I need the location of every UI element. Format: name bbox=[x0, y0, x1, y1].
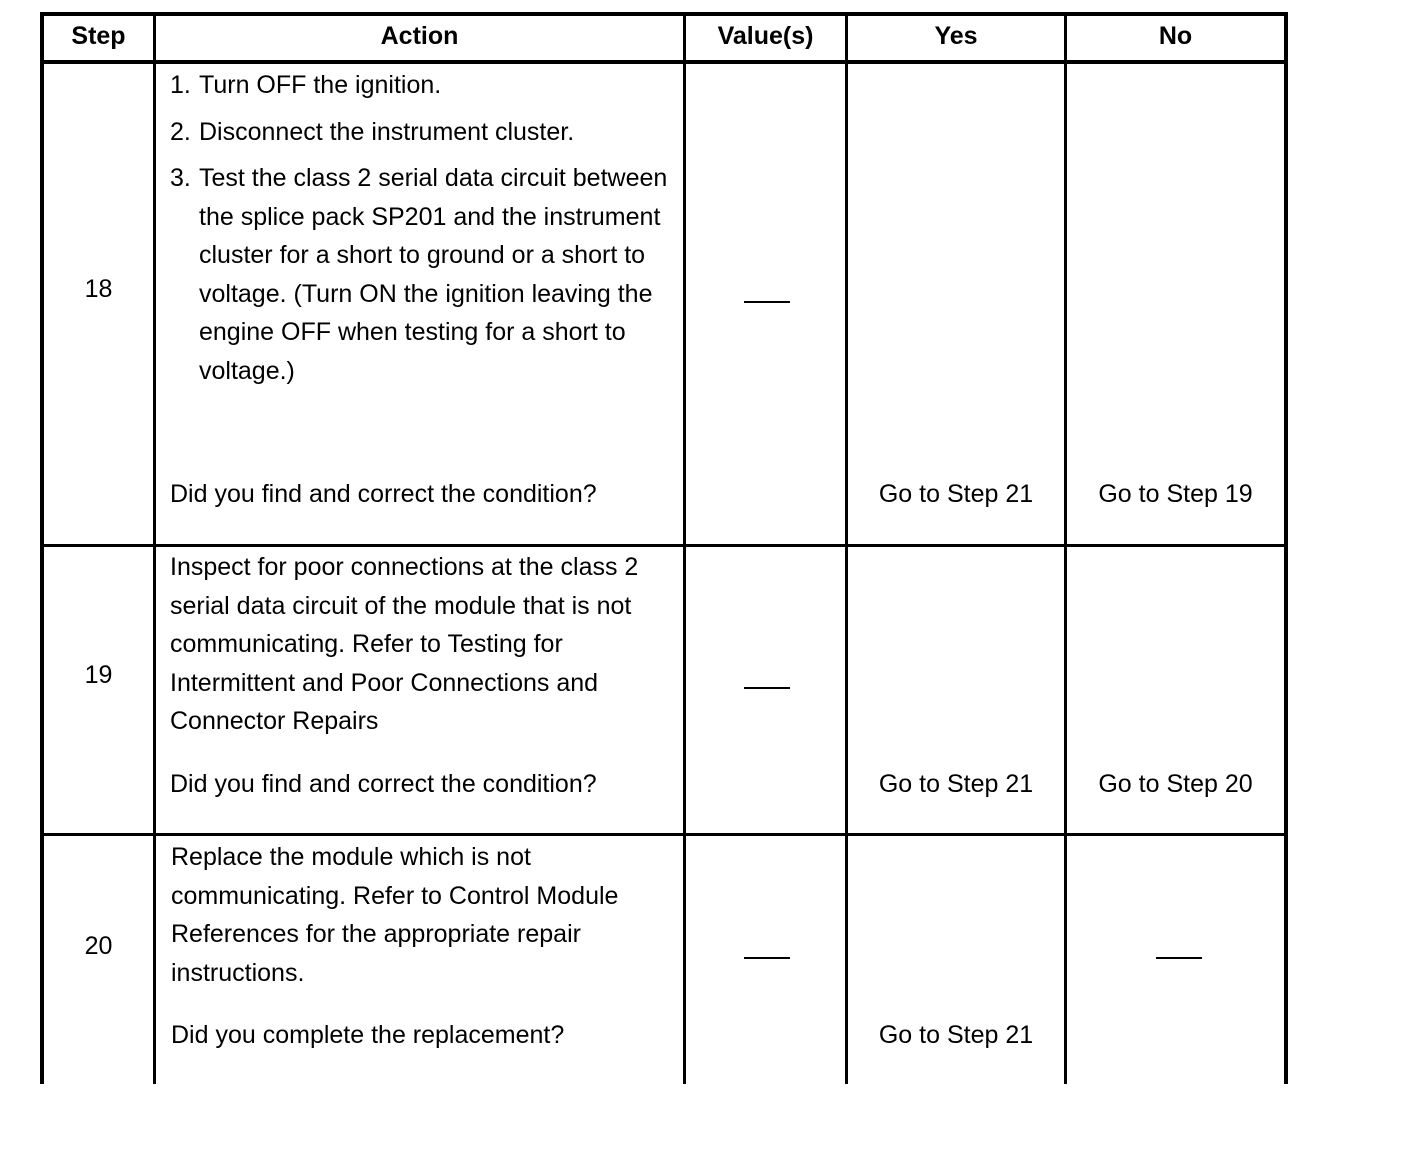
item-text: Disconnect the instrument cluster. bbox=[199, 117, 575, 146]
row-divider-18-19 bbox=[40, 544, 1288, 547]
yes-result: Go to Step 21 bbox=[878, 770, 1034, 798]
header-action: Action bbox=[380, 22, 459, 50]
diagnostic-table bbox=[40, 12, 1289, 1084]
col-divider-yes bbox=[845, 12, 848, 1084]
action-question: Did you find and correct the condition? bbox=[170, 770, 597, 798]
value-dash bbox=[744, 301, 790, 303]
item-number: 1. bbox=[170, 71, 191, 99]
action-text: Inspect for poor connections at the class 2 serial data circuit of the module that is not communicating. Refer to Testing for Intermittent and Poor Connections and Connector Repairs bbox=[170, 553, 639, 735]
item-text: Test the class 2 serial data circuit between the splice pack SP201 and the instrument cluster for a short to ground or a short to voltage. (Turn ON the ignition leaving the engine OFF when testing for a short to voltage.) bbox=[199, 164, 668, 385]
col-divider-values bbox=[683, 12, 686, 1084]
step-number: 20 bbox=[84, 932, 113, 960]
header-values: Value(s) bbox=[717, 22, 814, 50]
item-number: 2. bbox=[170, 117, 191, 146]
step-number: 18 bbox=[84, 275, 113, 303]
row-divider-19-20 bbox=[40, 833, 1288, 836]
col-divider-no bbox=[1064, 12, 1067, 1084]
value-dash bbox=[744, 957, 790, 959]
action-item bbox=[170, 159, 675, 390]
border-left bbox=[40, 12, 44, 1084]
header-step: Step bbox=[71, 22, 126, 50]
item-number: 3. bbox=[170, 164, 191, 192]
action-text: Replace the module which is not communicating. Refer to Control Module References for the appropriate repair instructions. bbox=[171, 843, 619, 987]
action-question: Did you find and correct the condition? bbox=[170, 480, 597, 508]
yes-result: Go to Step 21 bbox=[878, 480, 1034, 508]
yes-result: Go to Step 21 bbox=[878, 1021, 1034, 1049]
header-divider bbox=[40, 60, 1288, 64]
header-yes: Yes bbox=[934, 22, 978, 50]
action-question: Did you complete the replacement? bbox=[171, 1021, 565, 1049]
border-top bbox=[40, 12, 1288, 16]
value-dash bbox=[744, 687, 790, 689]
action-steps bbox=[170, 66, 675, 390]
border-right bbox=[1284, 12, 1288, 1084]
step-number: 19 bbox=[84, 661, 113, 689]
action-item bbox=[170, 66, 675, 105]
no-result-dash bbox=[1156, 957, 1202, 959]
no-result: Go to Step 20 bbox=[1098, 770, 1253, 798]
col-divider-action bbox=[153, 12, 156, 1084]
item-text: Turn OFF the ignition. bbox=[199, 71, 442, 99]
header-no: No bbox=[1158, 22, 1193, 50]
no-result: Go to Step 19 bbox=[1098, 480, 1253, 508]
action-item bbox=[170, 113, 675, 152]
